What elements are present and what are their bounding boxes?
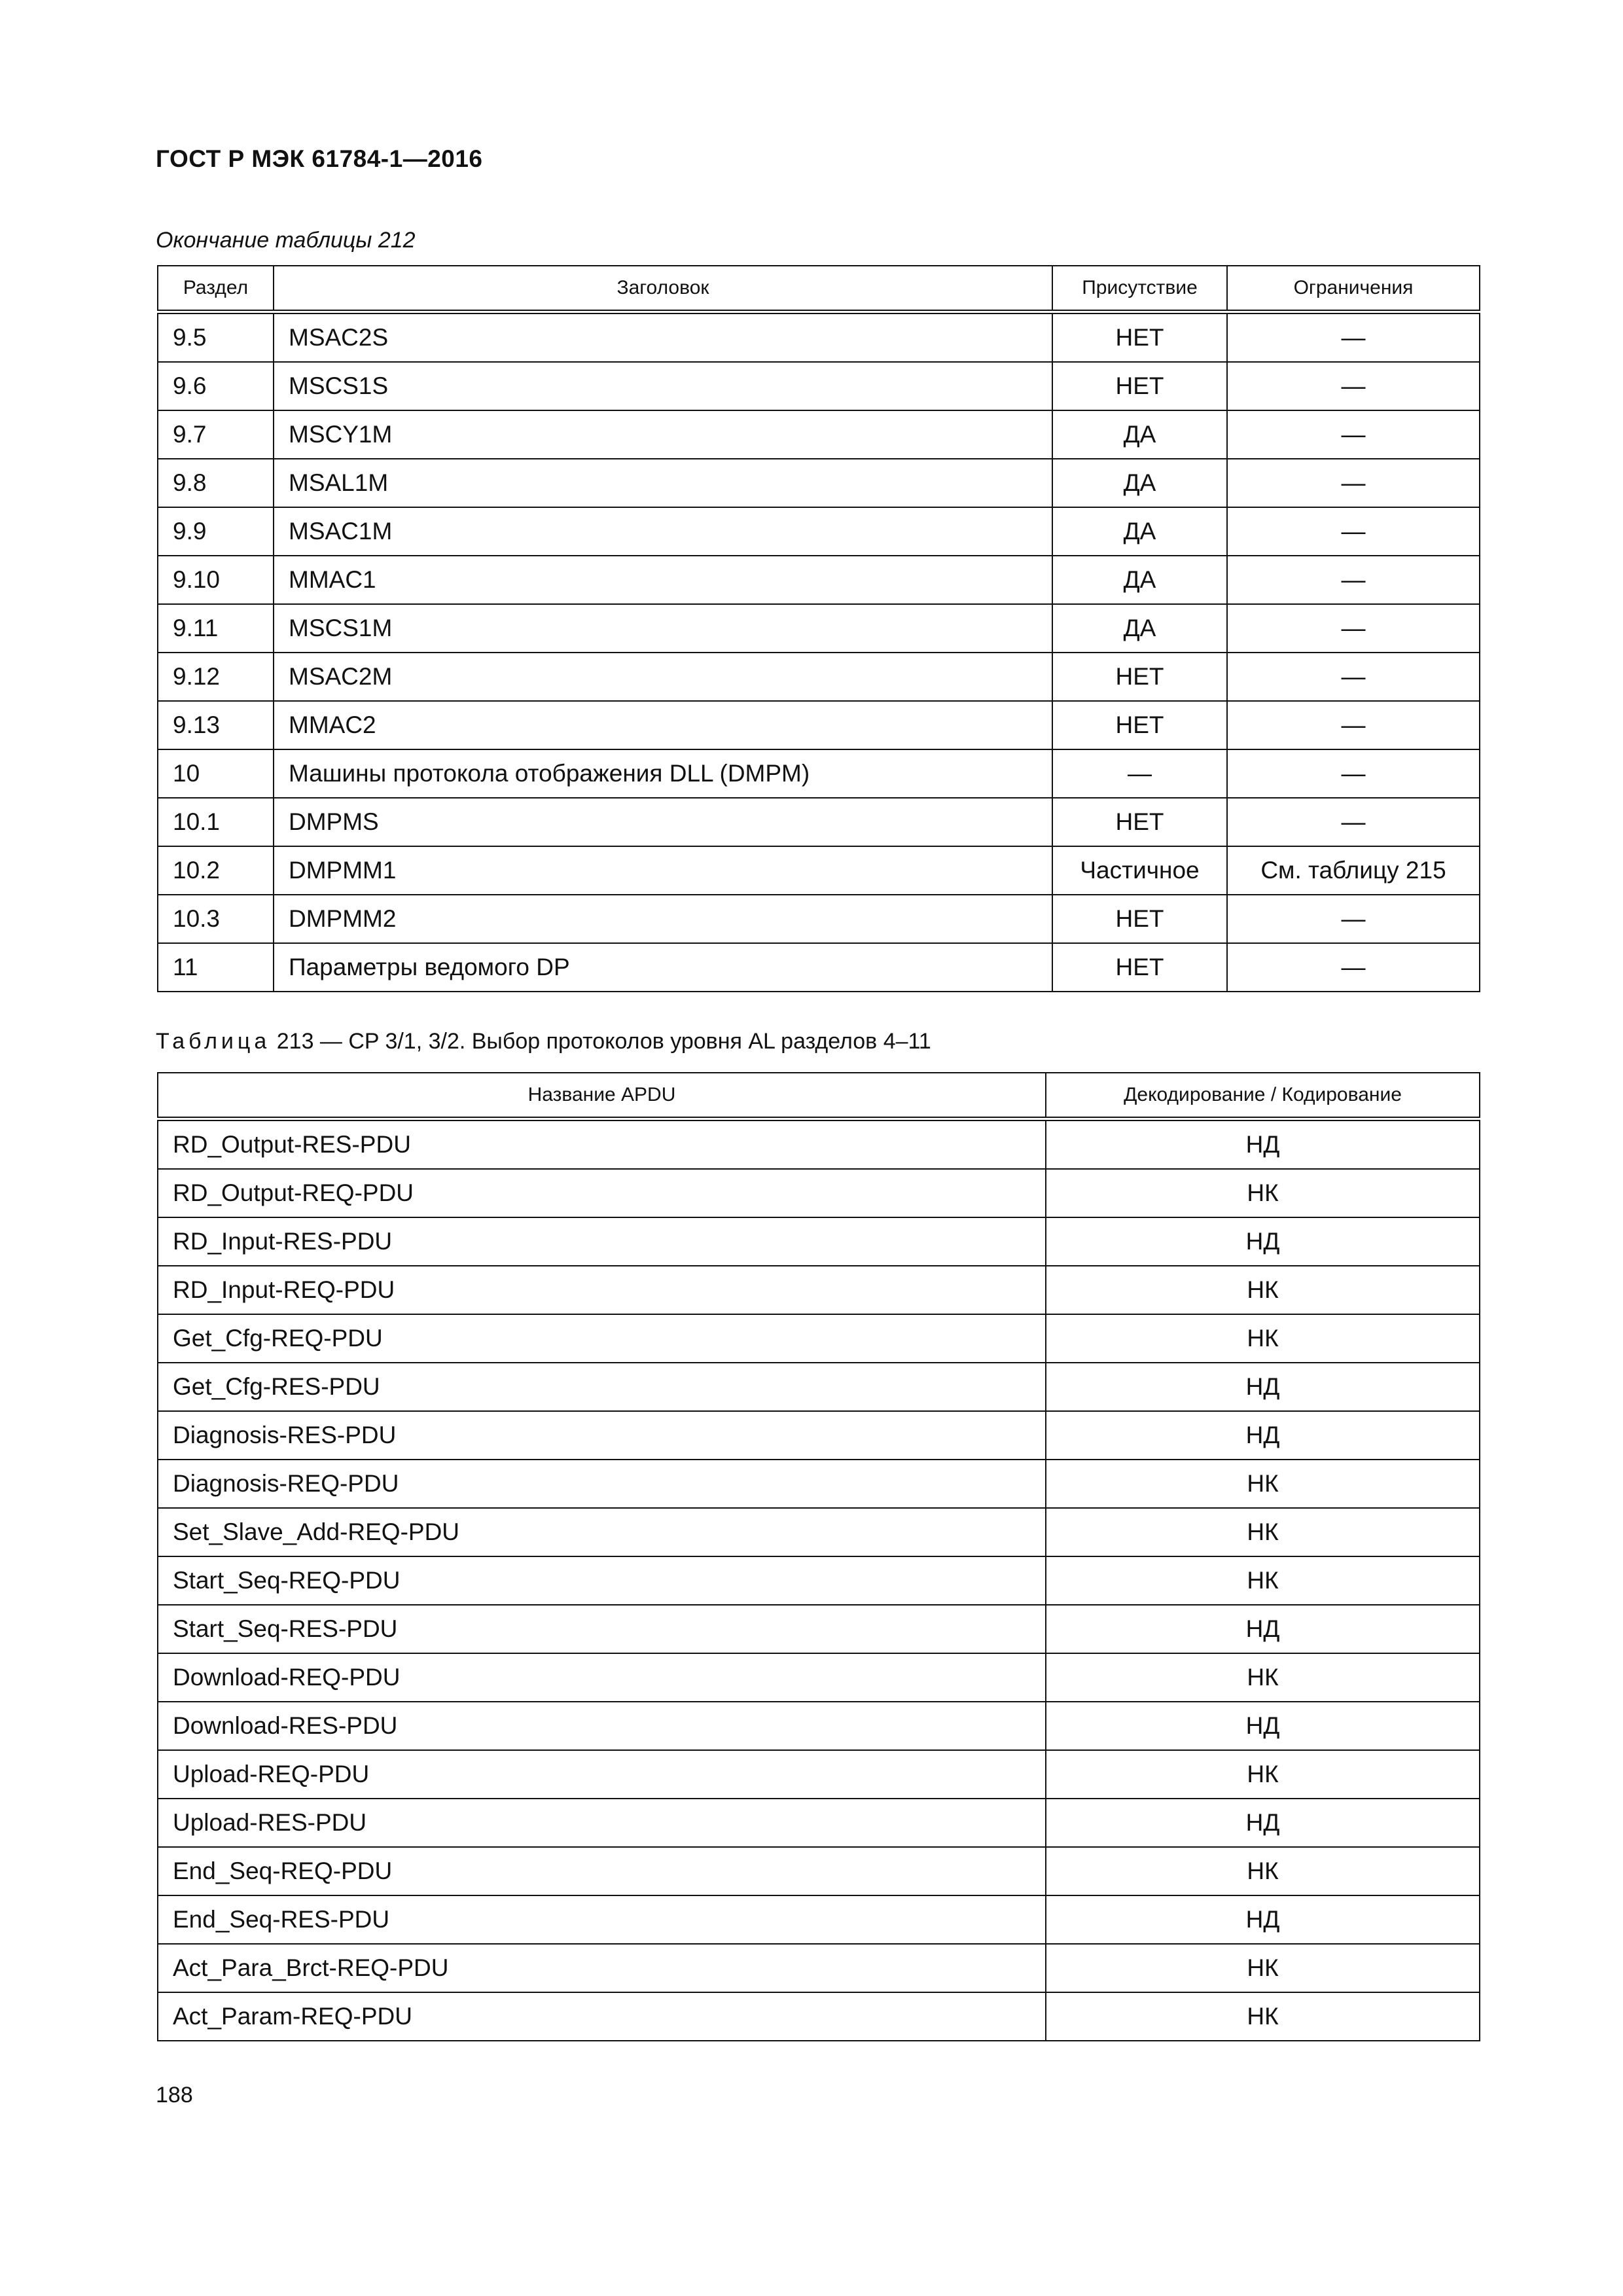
apdu-name-cell: RD_Output-REQ-PDU <box>158 1169 1046 1217</box>
constraints-cell: — <box>1227 798 1480 846</box>
presence-cell: НЕТ <box>1052 701 1227 749</box>
apdu-name-cell: Download-REQ-PDU <box>158 1653 1046 1702</box>
table-row <box>158 1169 1480 1217</box>
table-row <box>158 895 1480 943</box>
constraints-cell: — <box>1227 507 1480 556</box>
apdu-name-cell: Start_Seq-REQ-PDU <box>158 1556 1046 1605</box>
constraints-cell: См. таблицу 215 <box>1227 846 1480 895</box>
table-row <box>158 312 1480 363</box>
decoding-encoding-cell: НК <box>1046 1750 1480 1799</box>
column-header-presence: Присутствие <box>1052 266 1227 312</box>
column-header-constraints: Ограничения <box>1227 266 1480 312</box>
presence-cell: ДА <box>1052 507 1227 556</box>
section-cell: 9.7 <box>158 410 274 459</box>
decoding-encoding-cell: НК <box>1046 1556 1480 1605</box>
table-213-body <box>158 1119 1480 2041</box>
table-row <box>158 556 1480 604</box>
table-row <box>158 1605 1480 1653</box>
apdu-name-cell: Get_Cfg-REQ-PDU <box>158 1314 1046 1363</box>
apdu-name-cell: RD_Output-RES-PDU <box>158 1119 1046 1170</box>
title-cell: MSAL1M <box>274 459 1052 507</box>
decoding-encoding-cell: НК <box>1046 1508 1480 1556</box>
title-cell: MSCS1S <box>274 362 1052 410</box>
table-row <box>158 362 1480 410</box>
table-row <box>158 1702 1480 1750</box>
decoding-encoding-cell: НК <box>1046 1460 1480 1508</box>
section-cell: 9.12 <box>158 653 274 701</box>
section-cell: 9.8 <box>158 459 274 507</box>
title-cell: DMPMS <box>274 798 1052 846</box>
table-row <box>158 749 1480 798</box>
apdu-name-cell: Start_Seq-RES-PDU <box>158 1605 1046 1653</box>
apdu-name-cell: Diagnosis-RES-PDU <box>158 1411 1046 1460</box>
apdu-name-cell: Upload-REQ-PDU <box>158 1750 1046 1799</box>
constraints-cell: — <box>1227 556 1480 604</box>
decoding-encoding-cell: НК <box>1046 1992 1480 2041</box>
apdu-name-cell: Diagnosis-REQ-PDU <box>158 1460 1046 1508</box>
section-cell: 9.13 <box>158 701 274 749</box>
table-213-caption <box>156 1029 931 1054</box>
decoding-encoding-cell: НД <box>1046 1363 1480 1411</box>
table-213-header-row <box>158 1073 1480 1119</box>
decoding-encoding-cell: НД <box>1046 1799 1480 1847</box>
table-row <box>158 701 1480 749</box>
table-213-caption-label: Таблица <box>156 1029 271 1054</box>
apdu-name-cell: Upload-RES-PDU <box>158 1799 1046 1847</box>
title-cell: DMPMM1 <box>274 846 1052 895</box>
presence-cell: НЕТ <box>1052 798 1227 846</box>
table-row <box>158 1119 1480 1170</box>
apdu-name-cell: RD_Input-RES-PDU <box>158 1217 1046 1266</box>
table-row <box>158 1799 1480 1847</box>
apdu-name-cell: Get_Cfg-RES-PDU <box>158 1363 1046 1411</box>
decoding-encoding-cell: НК <box>1046 1314 1480 1363</box>
table-row <box>158 1895 1480 1944</box>
column-header-section: Раздел <box>158 266 274 312</box>
decoding-encoding-cell: НК <box>1046 1266 1480 1314</box>
table-row <box>158 943 1480 992</box>
decoding-encoding-cell: НД <box>1046 1119 1480 1170</box>
presence-cell: ДА <box>1052 459 1227 507</box>
presence-cell: ДА <box>1052 604 1227 653</box>
column-header-apdu-name: Название APDU <box>158 1073 1046 1119</box>
table-row <box>158 1508 1480 1556</box>
table-row <box>158 1992 1480 2041</box>
section-cell: 9.9 <box>158 507 274 556</box>
constraints-cell: — <box>1227 312 1480 363</box>
section-cell: 10.2 <box>158 846 274 895</box>
constraints-cell: — <box>1227 604 1480 653</box>
table-row <box>158 1944 1480 1992</box>
table-row <box>158 846 1480 895</box>
table-row <box>158 410 1480 459</box>
constraints-cell: — <box>1227 701 1480 749</box>
table-row <box>158 798 1480 846</box>
presence-cell: — <box>1052 749 1227 798</box>
apdu-name-cell: Download-RES-PDU <box>158 1702 1046 1750</box>
constraints-cell: — <box>1227 410 1480 459</box>
table-212-body <box>158 312 1480 992</box>
table-row <box>158 459 1480 507</box>
constraints-cell: — <box>1227 362 1480 410</box>
apdu-name-cell: Act_Para_Brct-REQ-PDU <box>158 1944 1046 1992</box>
table-row <box>158 1314 1480 1363</box>
decoding-encoding-cell: НД <box>1046 1217 1480 1266</box>
presence-cell: НЕТ <box>1052 312 1227 363</box>
presence-cell: НЕТ <box>1052 943 1227 992</box>
column-header-decoding-encoding: Декодирование / Кодирование <box>1046 1073 1480 1119</box>
table-row <box>158 1847 1480 1895</box>
column-header-title: Заголовок <box>274 266 1052 312</box>
title-cell: Параметры ведомого DP <box>274 943 1052 992</box>
table-212 <box>157 265 1480 992</box>
apdu-name-cell: RD_Input-REQ-PDU <box>158 1266 1046 1314</box>
document-header: ГОСТ Р МЭК 61784-1—2016 <box>156 145 483 172</box>
decoding-encoding-cell: НД <box>1046 1702 1480 1750</box>
decoding-encoding-cell: НК <box>1046 1944 1480 1992</box>
table-row <box>158 507 1480 556</box>
table-212-caption: Окончание таблицы 212 <box>156 228 416 253</box>
apdu-name-cell: End_Seq-RES-PDU <box>158 1895 1046 1944</box>
title-cell: MSAC2S <box>274 312 1052 363</box>
section-cell: 10.3 <box>158 895 274 943</box>
title-cell: MMAC1 <box>274 556 1052 604</box>
table-213 <box>157 1072 1480 2041</box>
table-row <box>158 1266 1480 1314</box>
apdu-name-cell: Set_Slave_Add-REQ-PDU <box>158 1508 1046 1556</box>
presence-cell: НЕТ <box>1052 895 1227 943</box>
section-cell: 11 <box>158 943 274 992</box>
decoding-encoding-cell: НК <box>1046 1653 1480 1702</box>
table-row <box>158 653 1480 701</box>
table-row <box>158 1460 1480 1508</box>
table-row <box>158 1411 1480 1460</box>
presence-cell: НЕТ <box>1052 653 1227 701</box>
decoding-encoding-cell: НД <box>1046 1411 1480 1460</box>
title-cell: MMAC2 <box>274 701 1052 749</box>
table-row <box>158 604 1480 653</box>
section-cell: 10 <box>158 749 274 798</box>
title-cell: MSCY1M <box>274 410 1052 459</box>
title-cell: MSAC1M <box>274 507 1052 556</box>
title-cell: Машины протокола отображения DLL (DMPM) <box>274 749 1052 798</box>
section-cell: 10.1 <box>158 798 274 846</box>
table-row <box>158 1750 1480 1799</box>
section-cell: 9.11 <box>158 604 274 653</box>
table-row <box>158 1363 1480 1411</box>
table-row <box>158 1217 1480 1266</box>
constraints-cell: — <box>1227 895 1480 943</box>
decoding-encoding-cell: НК <box>1046 1847 1480 1895</box>
table-213-caption-text: 213 — CP 3/1, 3/2. Выбор протоколов уровня AL разделов 4–11 <box>270 1029 931 1054</box>
title-cell: MSAC2M <box>274 653 1052 701</box>
apdu-name-cell: Act_Param-REQ-PDU <box>158 1992 1046 2041</box>
constraints-cell: — <box>1227 749 1480 798</box>
section-cell: 9.10 <box>158 556 274 604</box>
presence-cell: ДА <box>1052 410 1227 459</box>
constraints-cell: — <box>1227 653 1480 701</box>
table-212-header-row <box>158 266 1480 312</box>
section-cell: 9.6 <box>158 362 274 410</box>
page-number: 188 <box>156 2083 193 2108</box>
apdu-name-cell: End_Seq-REQ-PDU <box>158 1847 1046 1895</box>
presence-cell: НЕТ <box>1052 362 1227 410</box>
presence-cell: Частичное <box>1052 846 1227 895</box>
section-cell: 9.5 <box>158 312 274 363</box>
decoding-encoding-cell: НК <box>1046 1169 1480 1217</box>
table-row <box>158 1556 1480 1605</box>
table-row <box>158 1653 1480 1702</box>
presence-cell: ДА <box>1052 556 1227 604</box>
constraints-cell: — <box>1227 943 1480 992</box>
title-cell: DMPMM2 <box>274 895 1052 943</box>
decoding-encoding-cell: НД <box>1046 1605 1480 1653</box>
title-cell: MSCS1M <box>274 604 1052 653</box>
decoding-encoding-cell: НД <box>1046 1895 1480 1944</box>
constraints-cell: — <box>1227 459 1480 507</box>
